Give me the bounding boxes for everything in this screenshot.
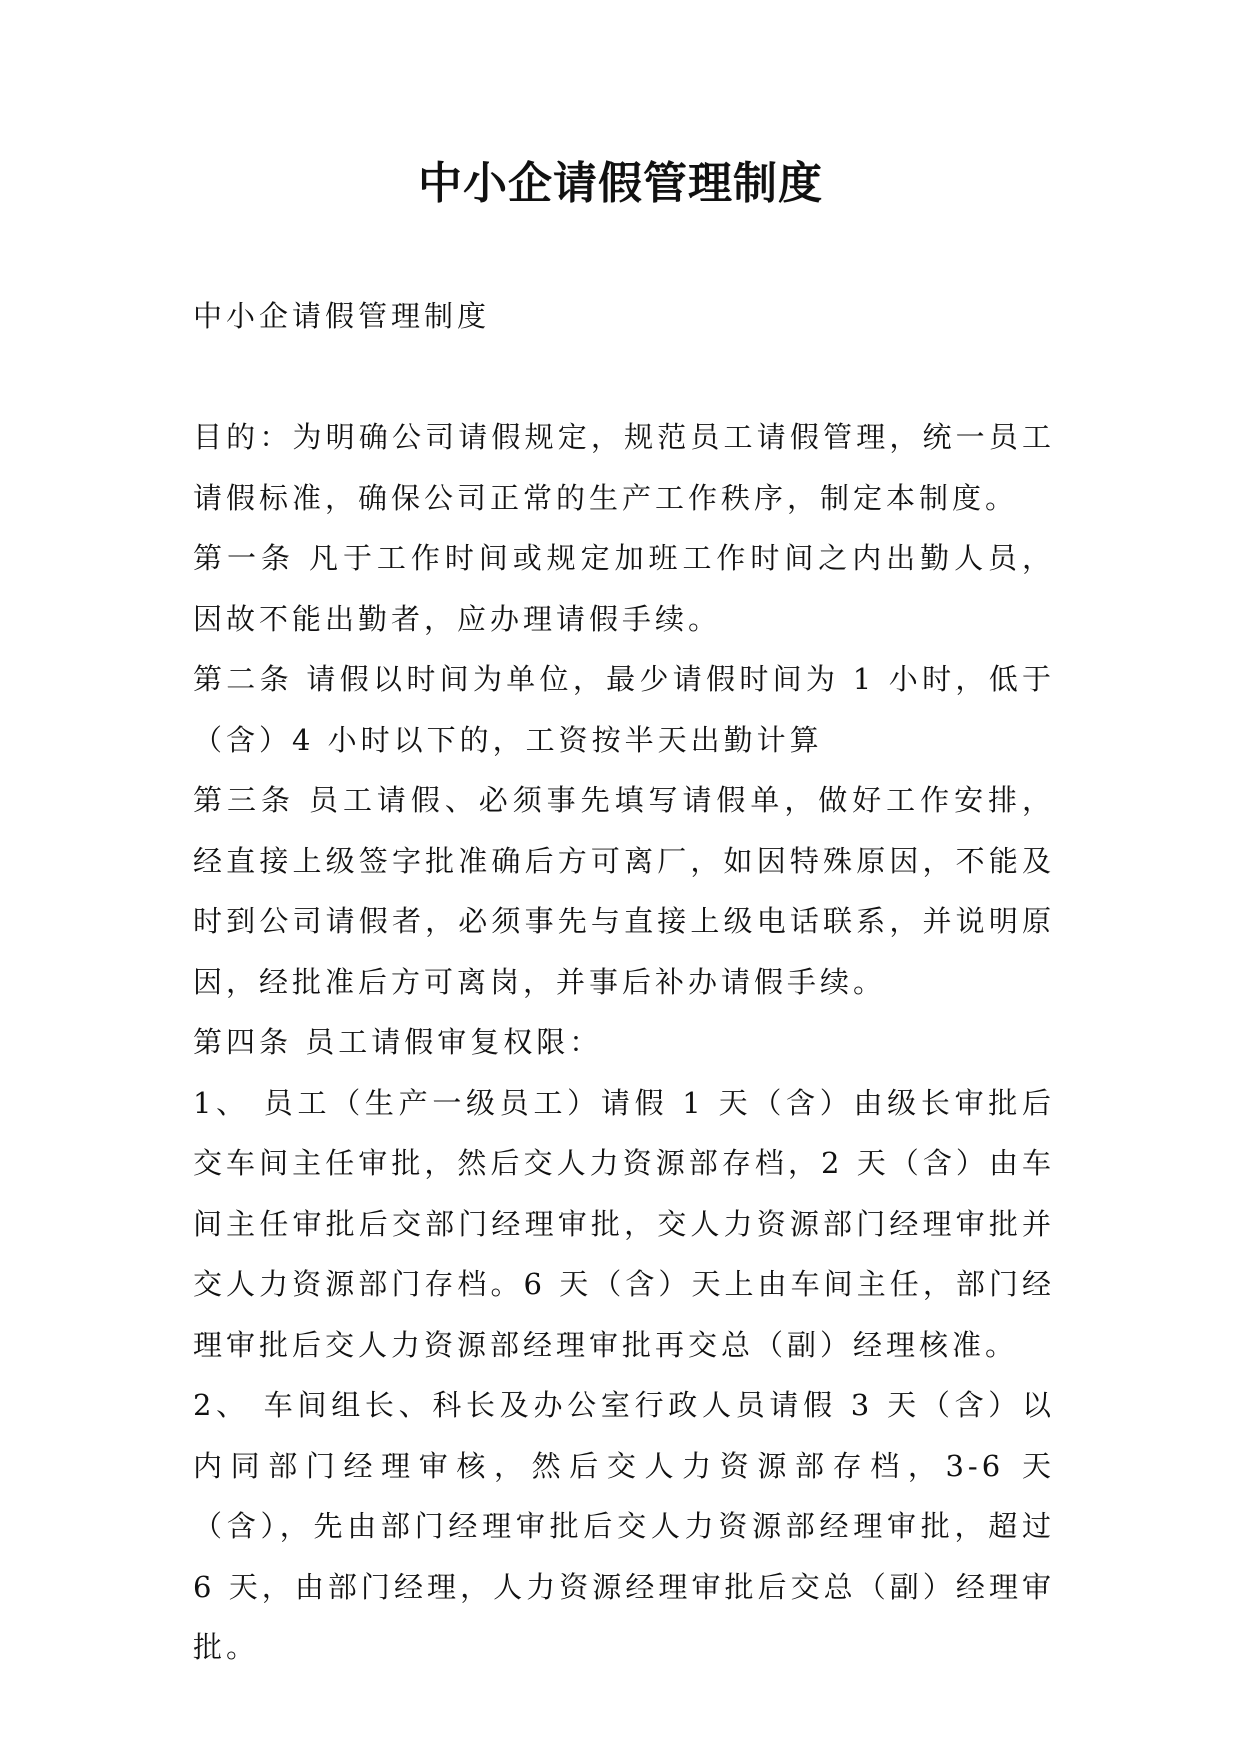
document-title: 中小企请假管理制度 xyxy=(418,158,823,209)
paragraph-article-4: 第四条 员工请假审复权限： xyxy=(193,1025,603,1059)
paragraph-item-1: 1、 员工（生产一级员工）请假 1 天（含）由级长审批后交车间主任审批，然后交人力资源部存档，2 天（含）由车间主任审批后交部门经理审批，交人力资源部门经理审批并交人力资源部门存档。6 天（含）天上由车间主任，部门经理审批后交人力资源部经理审批再交总（副）经理核准。 xyxy=(193,1085,1055,1362)
paragraph-item-2: 2、 车间组长、科长及办公室行政人员请假 3 天（含）以内同部门经理审核，然后交人力资源部存档，3-6 天（含），先由部门经理审批后交人力资源部经理审批，超过 6 天，由部门经理，人力资源经理审批后交总（副）经理审批。 xyxy=(193,1388,1055,1664)
paragraph-article-1: 第一条 凡于工作时间或规定加班工作时间之内出勤人员，因故不能出勤者，应办理请假手续。 xyxy=(193,541,1055,636)
document-subtitle: 中小企请假管理制度 xyxy=(193,299,491,333)
paragraph-purpose: 目的：为明确公司请假规定，规范员工请假管理，统一员工请假标准，确保公司正常的生产工作秩序，制定本制度。 xyxy=(193,420,1055,515)
document-body xyxy=(193,286,1055,1678)
paragraph-article-3: 第三条 员工请假、必须事先填写请假单，做好工作安排，经直接上级签字批准确后方可离厂，如因特殊原因，不能及时到公司请假者，必须事先与直接上级电话联系，并说明原因，经批准后方可离岗，并事后补办请假手续。 xyxy=(193,783,1055,999)
paragraph-article-2: 第二条 请假以时间为单位，最少请假时间为 1 小时，低于（含）4 小时以下的，工资按半天出勤计算 xyxy=(193,662,1055,757)
